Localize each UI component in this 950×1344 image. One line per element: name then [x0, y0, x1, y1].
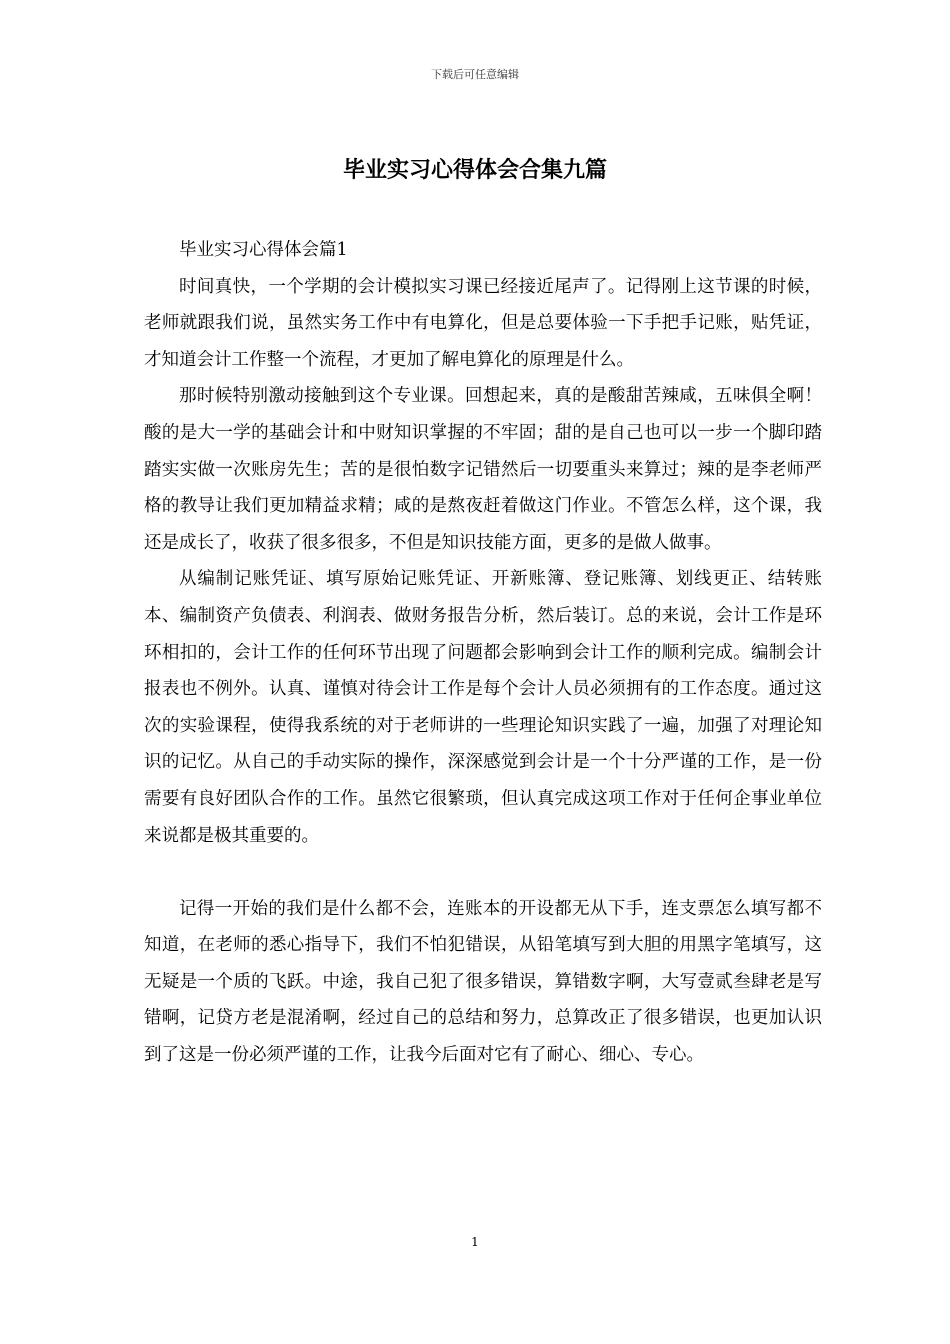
paragraph-4: 记得一开始的我们是什么都不会，连账本的开设都无从下手，连支票怎么填写都不知道，在老师的悉心指导下，我们不怕犯错误，从铅笔填写到大胆的用黑字笔填写，这无疑是一个质的飞跃。中途，我自己犯了很多错误，算错数字啊，大写壹贰叁肆老是写错啊，记贷方老是混淆啊，经过自己的总结和努力，总算改正了很多错误，也更加认识到了这是一份必须严谨的工作，让我今后面对它有了耐心、细心、专心。 — [144, 898, 822, 1066]
paragraph-3: 从编制记账凭证、填写原始记账凭证、开新账簿、登记账簿、划线更正、结转账本、编制资产负债表、利润表、做财务报告分析，然后装订。总的来说，会计工作是环环相扣的，会计工作的任何环节出现了问题都会影响到会计工作的顺利完成。编制会计报表也不例外。认真、谨慎对待会计工作是每个会计人员必须拥有的工作态度。通过这次的实验课程，使得我系统的对于老师讲的一些理论知识实践了一遍，加强了对理论知识的记忆。从自己的手动实际的操作，深深感觉到会计是一个十分严谨的工作，是一份需要有良好团队合作的工作。虽然它很繁琐，但认真完成这项工作对于任何企事业单位来说都是极其重要的。 — [144, 569, 822, 846]
page-number: 1 — [471, 1235, 479, 1249]
document-body — [144, 232, 822, 1074]
paragraph-spacer — [144, 854, 822, 891]
section-heading: 毕业实习心得体会篇1 — [179, 240, 348, 260]
paragraph-2: 那时候特别激动接触到这个专业课。回想起来，真的是酸甜苦辣咸，五味俱全啊！酸的是大一学的基础会计和中财知识掌握的不牢固；甜的是自己也可以一步一个脚印踏踏实实做一次账房先生；苦的是很怕数字记错然后一切要重头来算过；辣的是李老师严格的教导让我们更加精益求精；咸的是熬夜赶着做这门作业。不管怎么样，这个课，我还是成长了，收获了很多很多，不但是知识技能方面，更多的是做人做事。 — [144, 386, 822, 553]
header-note: 下载后可任意编辑 — [431, 68, 519, 81]
paragraph-1: 时间真快，一个学期的会计模拟实习课已经接近尾声了。记得刚上这节课的时候，老师就跟我们说，虽然实务工作中有电算化，但是总要体验一下手把手记账，贴凭证，才知道会计工作整一个流程，才更加了解电算化的原理是什么。 — [144, 276, 822, 370]
document-title: 毕业实习心得体会合集九篇 — [342, 157, 607, 183]
